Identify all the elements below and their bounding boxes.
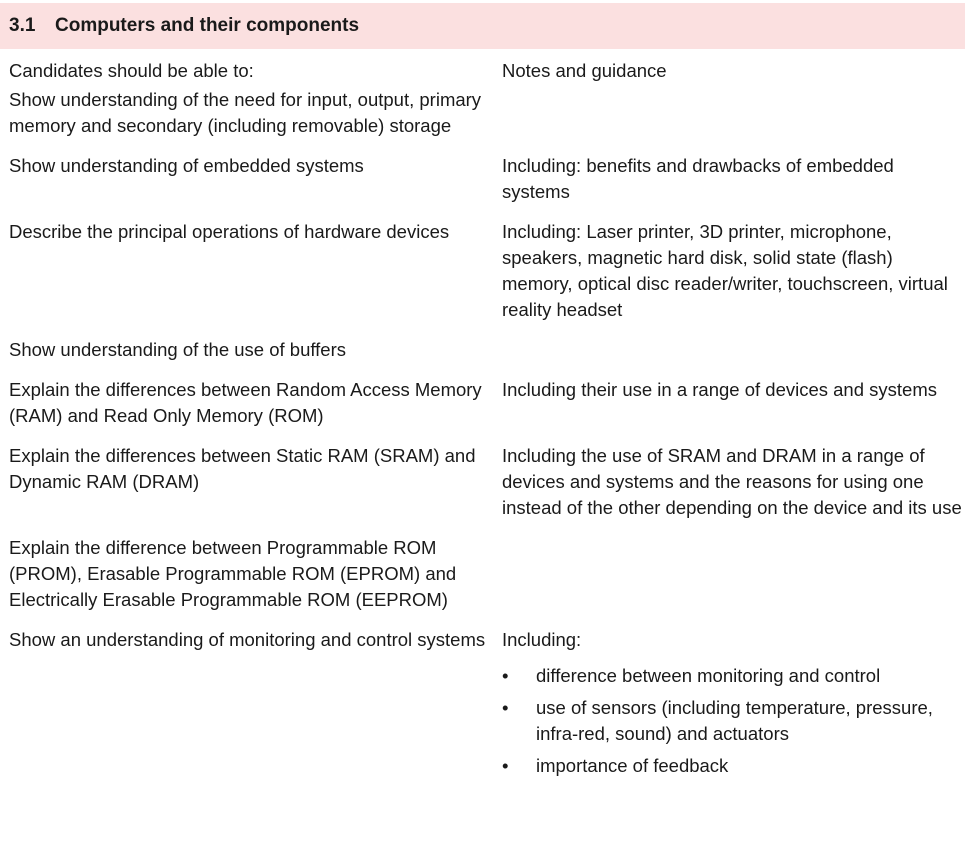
objective-text: Explain the difference between Programmable ROM (PROM), Erasable Programmable ROM (EPROM) and Electrically Erasable Programmable ROM (EEPROM) xyxy=(9,537,457,610)
guidance-text: Including their use in a range of devices and systems xyxy=(502,379,937,400)
table-row xyxy=(9,87,964,139)
objectives-column-header: Candidates should be able to: xyxy=(9,60,254,81)
table-row xyxy=(9,219,964,323)
bullet-icon: • xyxy=(502,755,509,776)
bullet-icon: • xyxy=(502,697,509,718)
objective-text: Show understanding of embedded systems xyxy=(9,155,364,176)
table-row xyxy=(9,377,964,429)
guidance-text: Including: Laser printer, 3D printer, microphone, speakers, magnetic hard disk, solid state (flash) memory, optical disc reader/writer, touchscreen, virtual reality headset xyxy=(502,221,948,320)
objective-text: Show an understanding of monitoring and control systems xyxy=(9,629,486,650)
section-number: 3.1 xyxy=(9,15,36,36)
bullet-text: use of sensors (including temperature, pressure, infra-red, sound) and actuators xyxy=(536,697,933,744)
bullet-text: difference between monitoring and control xyxy=(536,665,881,686)
guidance-bullet-list xyxy=(502,663,964,779)
guidance-cell xyxy=(502,627,964,785)
guidance-text xyxy=(502,337,964,363)
table-row xyxy=(9,443,964,521)
objective-text: Show understanding of the need for input, output, primary memory and secondary (including removable) storage xyxy=(9,89,482,136)
bullet-icon: • xyxy=(502,665,509,686)
guidance-column-header: Notes and guidance xyxy=(502,60,667,81)
table-row xyxy=(9,153,964,205)
section-header xyxy=(0,3,965,49)
objective-text: Explain the differences between Static RAM (SRAM) and Dynamic RAM (DRAM) xyxy=(9,445,476,492)
table-row xyxy=(9,627,964,785)
bullet-text: importance of feedback xyxy=(536,755,729,776)
guidance-text: Including: xyxy=(502,629,582,650)
objective-text: Show understanding of the use of buffers xyxy=(9,339,347,360)
syllabus-table xyxy=(9,58,964,799)
guidance-text: Including: benefits and drawbacks of embedded systems xyxy=(502,155,894,202)
guidance-text xyxy=(502,535,964,613)
table-row xyxy=(9,337,964,363)
bullet-item xyxy=(502,753,964,779)
objective-text: Explain the differences between Random Access Memory (RAM) and Read Only Memory (ROM) xyxy=(9,379,482,426)
guidance-text xyxy=(502,87,964,139)
bullet-item xyxy=(502,663,964,689)
section-title: Computers and their components xyxy=(55,15,360,36)
objective-text: Describe the principal operations of hardware devices xyxy=(9,221,450,242)
table-row xyxy=(9,535,964,613)
guidance-text: Including the use of SRAM and DRAM in a range of devices and systems and the reasons for using one instead of the other depending on the device and its use xyxy=(502,445,962,518)
bullet-item xyxy=(502,695,964,747)
column-headers xyxy=(9,58,964,84)
